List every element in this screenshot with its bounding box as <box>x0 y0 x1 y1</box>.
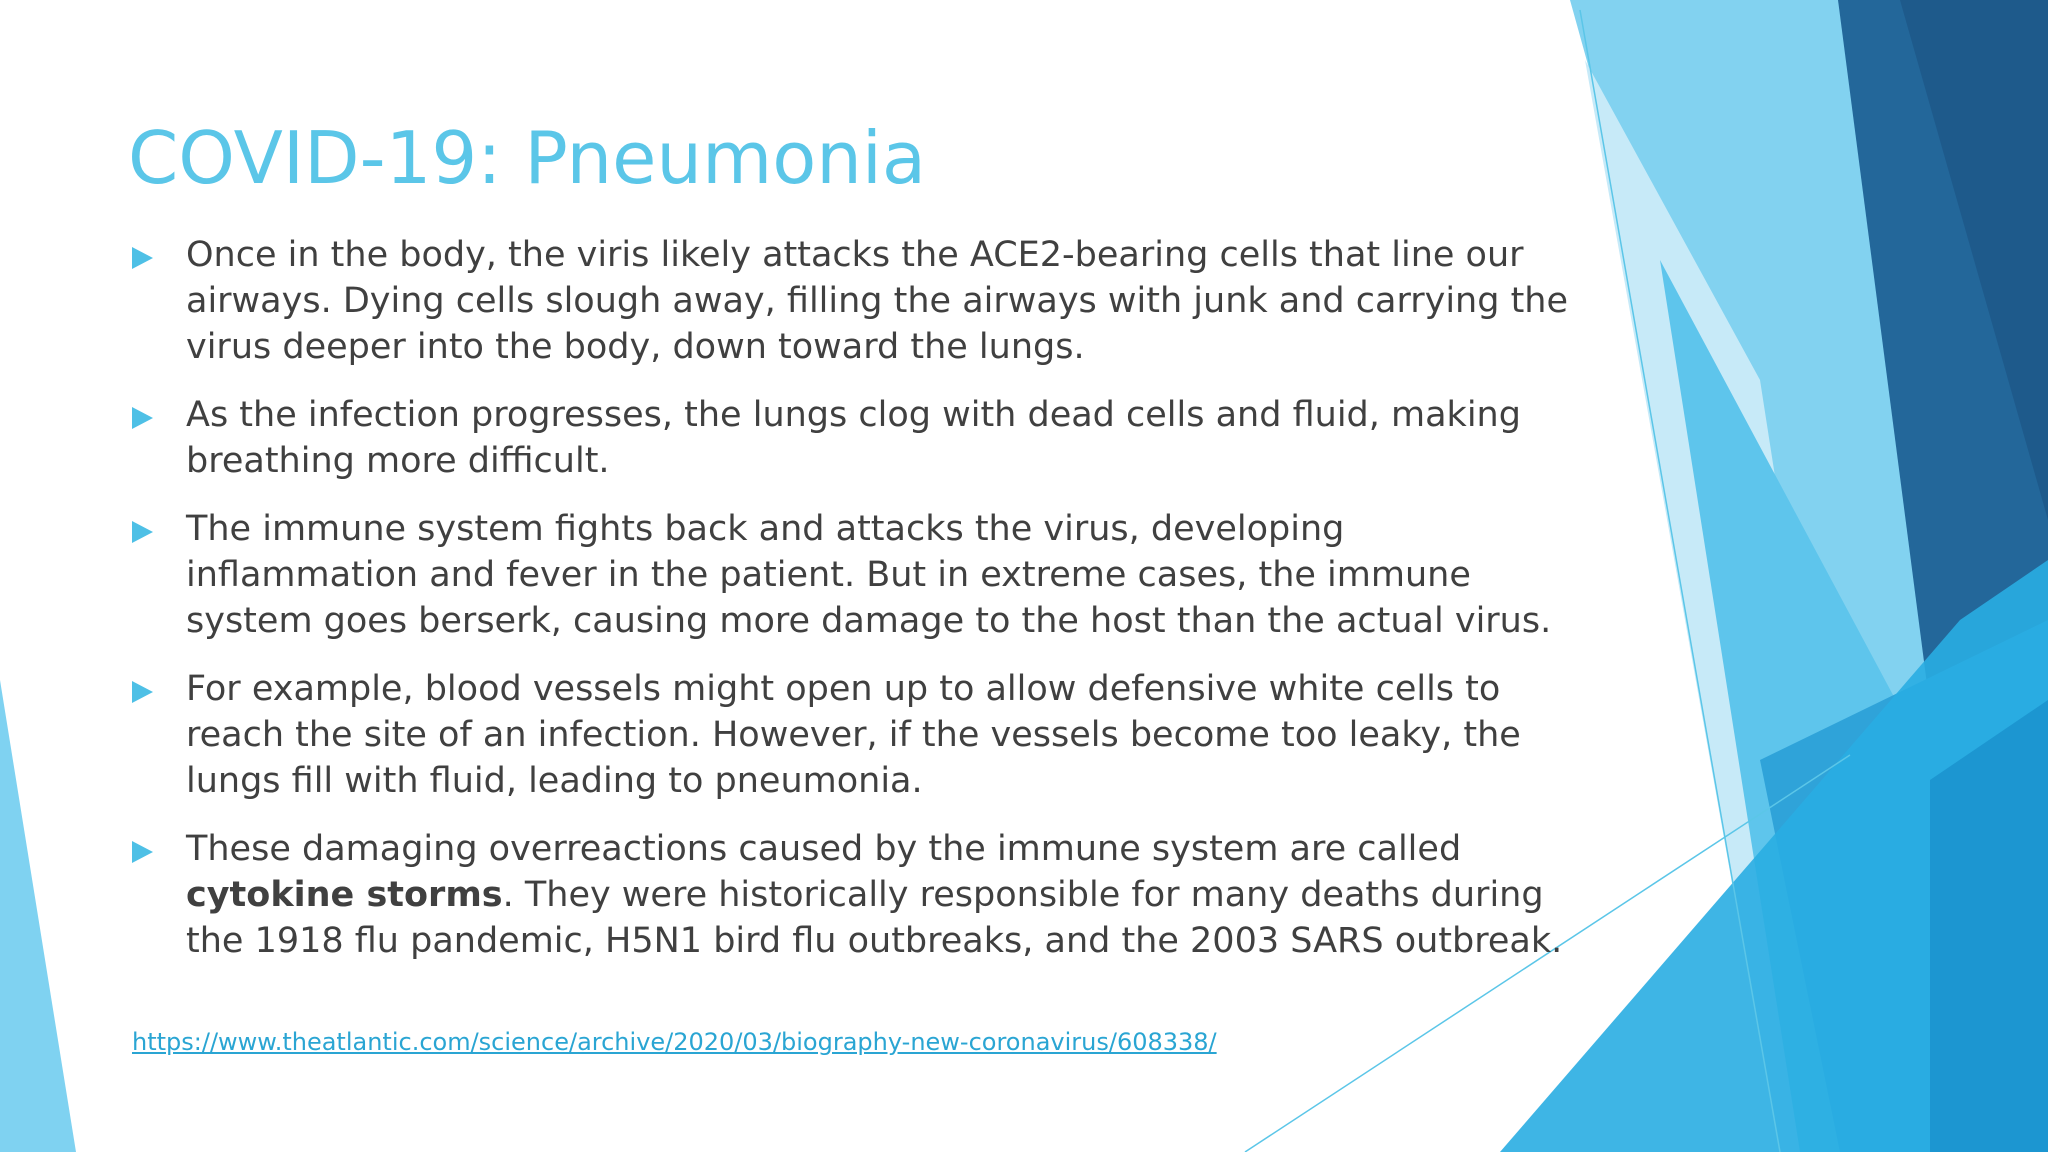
bullet-text-after: . They were historically responsible for many deaths during the 1918 flu pandemic, H5N1 bird flu outbreaks, and the 2003 SARS outbreak. <box>186 875 1563 961</box>
bullet-text: For example, blood vessels might open up to allow defensive white cells to reach the site of an infection. However, if the vessels become too leaky, the lungs fill with fluid, leading to pneumonia. <box>186 669 1521 801</box>
triangle-right-icon <box>132 681 153 703</box>
bullet-item <box>130 232 1580 370</box>
bullet-item <box>130 392 1580 484</box>
bullet-item <box>130 826 1580 964</box>
bullet-text-before: These damaging overreactions caused by the immune system are called <box>186 829 1462 869</box>
bullet-bold-term: cytokine storms <box>186 875 503 915</box>
triangle-right-icon <box>132 521 153 543</box>
source-link[interactable]: https://www.theatlantic.com/science/archive/2020/03/biography-new-coronavirus/608338/ <box>132 1028 1217 1056</box>
bullet-item <box>130 666 1580 804</box>
bullet-item <box>130 506 1580 644</box>
bullet-text: As the infection progresses, the lungs clog with dead cells and fluid, making breathing more difficult. <box>186 395 1521 481</box>
left-facet <box>0 680 76 1152</box>
bullet-text: The immune system fights back and attacks the virus, developing inflammation and fever in the patient. But in extreme cases, the immune system goes berserk, causing more damage to the host than the actual virus. <box>186 509 1552 641</box>
slide-title: COVID-19: Pneumonia <box>128 116 927 200</box>
bullet-list <box>130 232 1580 986</box>
bullet-text: Once in the body, the viris likely attacks the ACE2-bearing cells that line our airways. Dying cells slough away, filling the airways with junk and carrying the virus deeper into the body, down toward the lungs. <box>186 235 1569 367</box>
triangle-right-icon <box>132 841 153 863</box>
triangle-right-icon <box>132 247 153 269</box>
triangle-right-icon <box>132 407 153 429</box>
